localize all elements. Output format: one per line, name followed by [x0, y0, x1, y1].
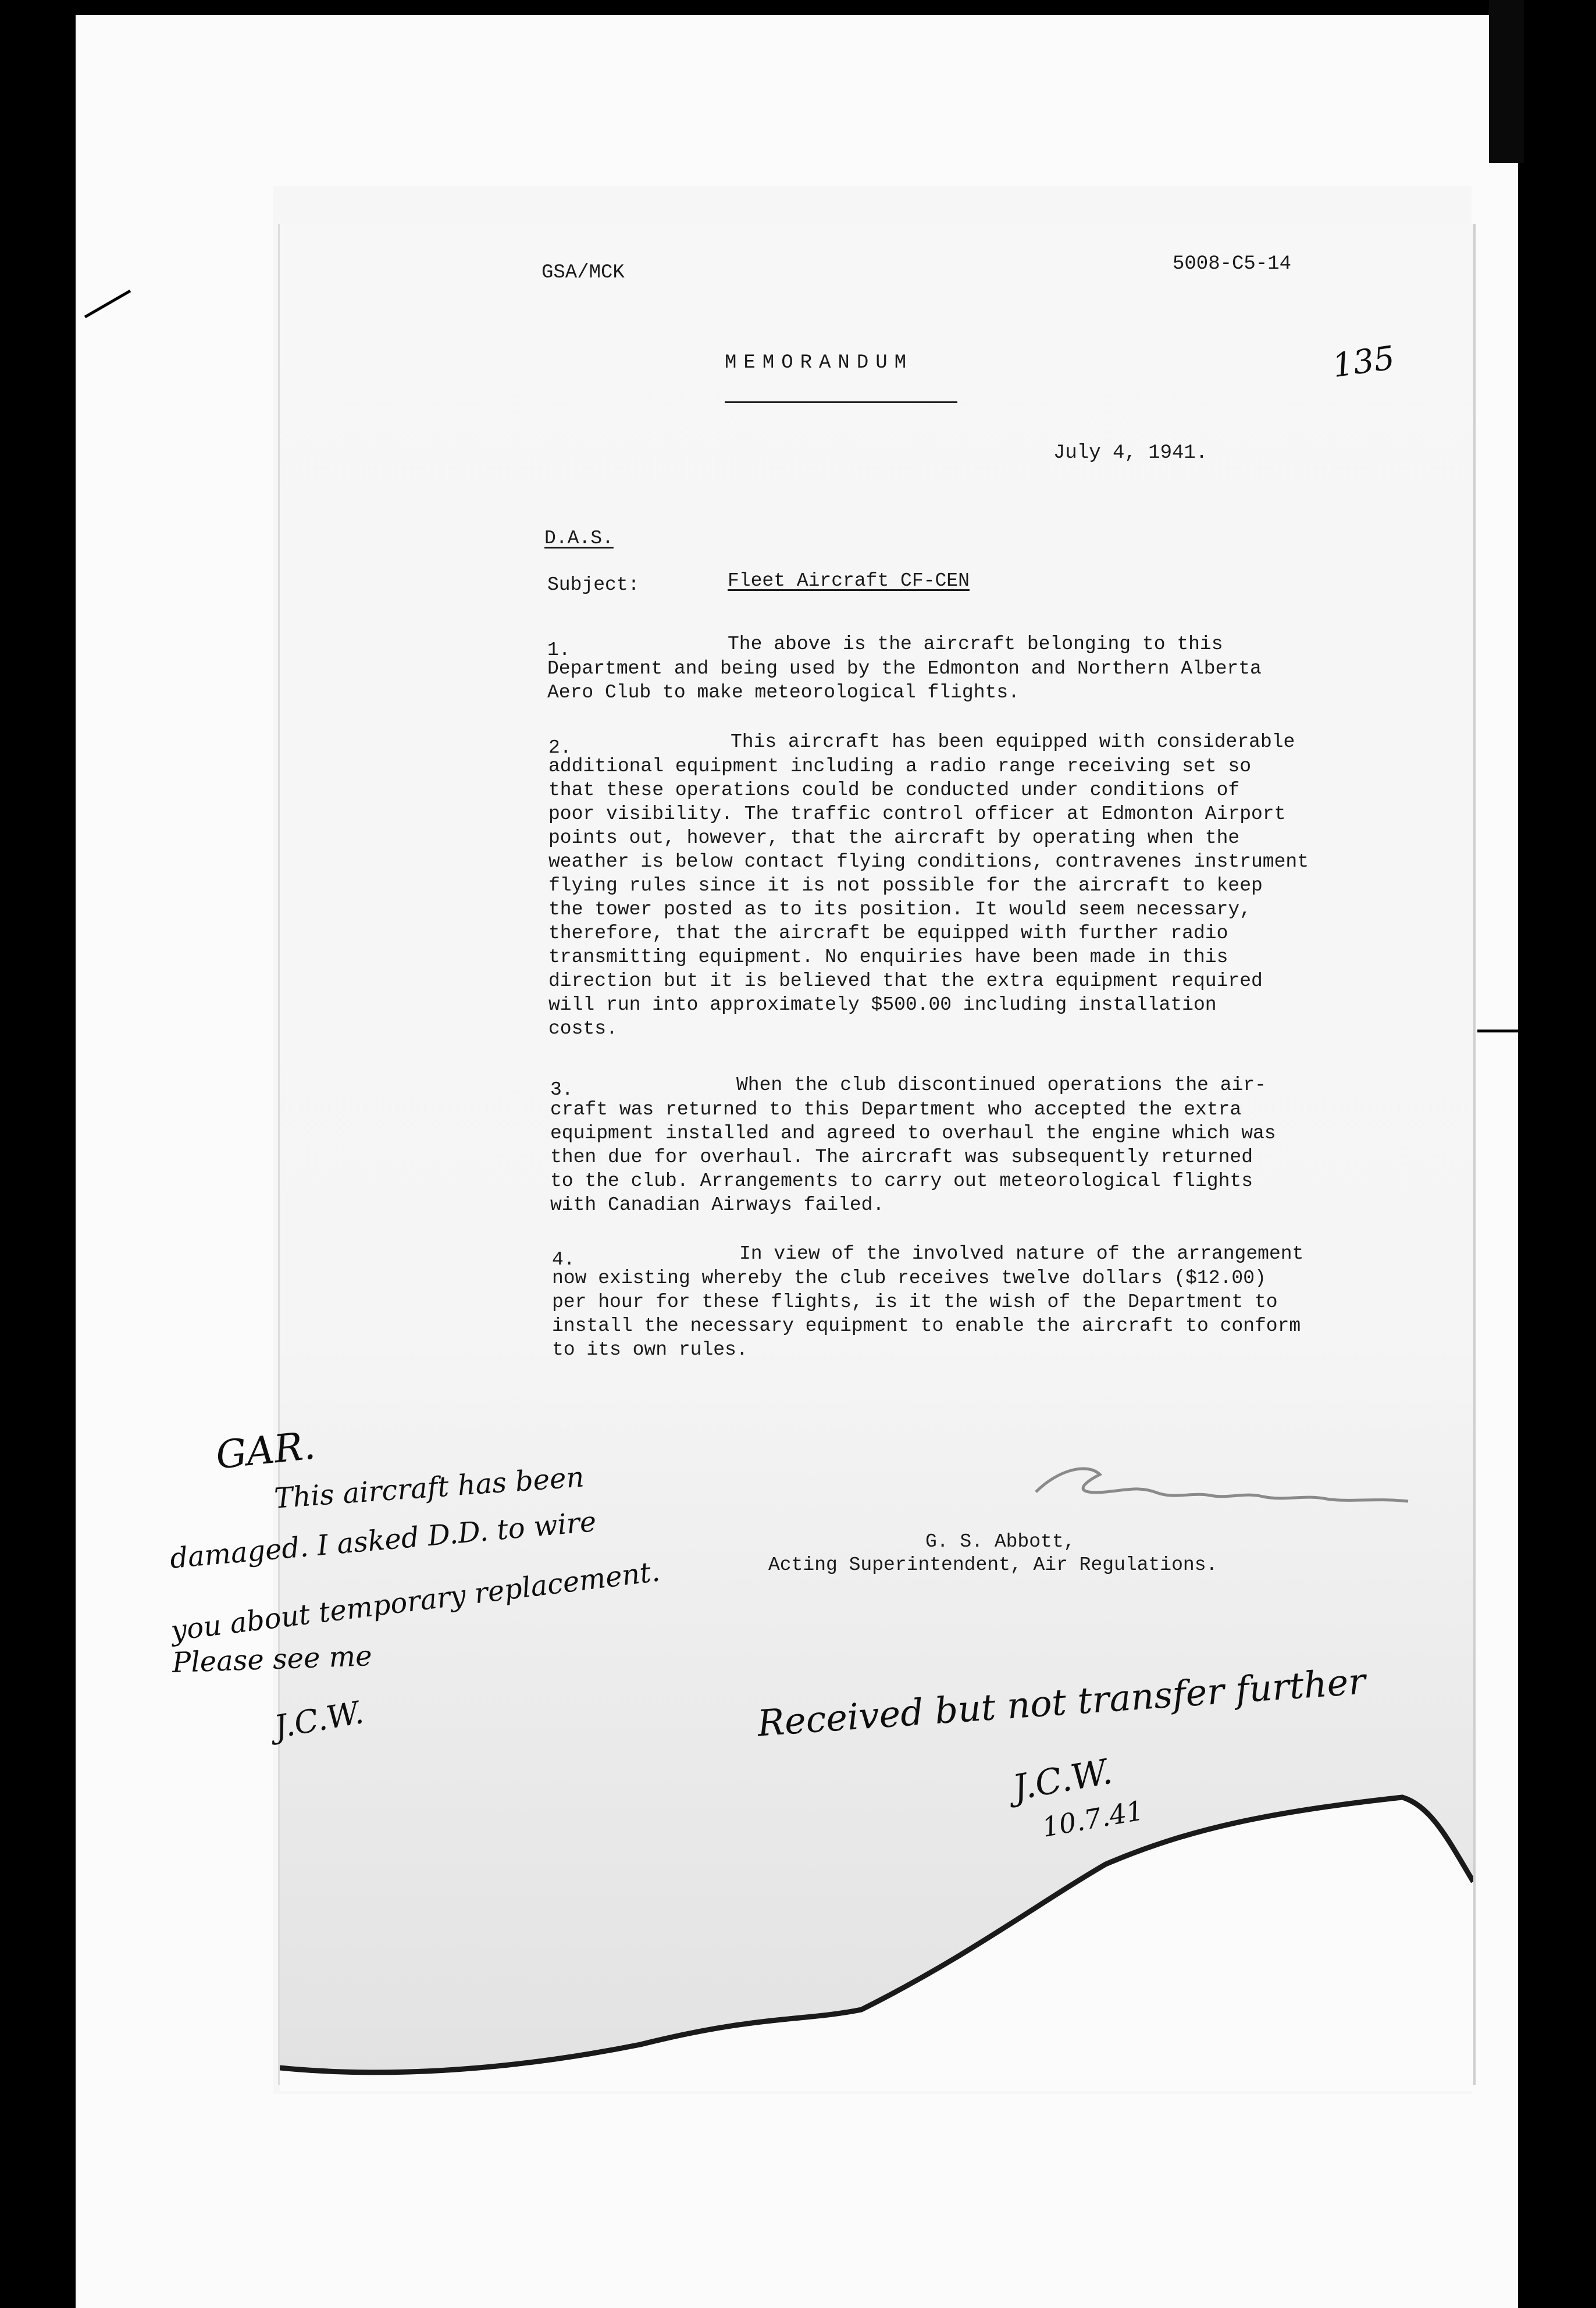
handwritten-note-line: This aircraft has been — [273, 1461, 586, 1515]
paragraph-2-line: This aircraft has been equipped with considerable — [731, 731, 1295, 753]
scan-artifact — [1477, 1030, 1518, 1032]
paragraph-3-line: then due for overhaul. The aircraft was subsequently returned — [550, 1146, 1253, 1168]
handwritten-received-note: Received but not transfer further — [756, 1659, 1367, 1745]
paragraph-1-line: The above is the aircraft belonging to this — [728, 633, 1223, 655]
handwritten-initials-left: J.C.W. — [271, 1694, 366, 1746]
paragraph-3-line: craft was returned to this Department who accepted the extra — [550, 1099, 1242, 1120]
memo-page — [168, 224, 1476, 2085]
paragraph-1-number: 1. — [547, 639, 571, 661]
memo-date: July 4, 1941. — [1053, 442, 1208, 464]
paragraph-4-line: to its own rules. — [552, 1339, 748, 1360]
title-underline — [725, 401, 957, 403]
handwritten-note-line: Please see me — [172, 1640, 373, 1679]
paragraph-2-number: 2. — [548, 737, 572, 758]
paragraph-4-line: per hour for these flights, is it the wish of the Department to — [552, 1291, 1278, 1313]
paragraph-2-line: therefore, that the aircraft be equipped with further radio — [548, 923, 1228, 944]
paragraph-1-line: Aero Club to make meteorological flights. — [547, 682, 1020, 703]
paragraph-2-line: transmitting equipment. No enquiries have been made in this — [548, 946, 1228, 968]
paragraph-2-line: points out, however, that the aircraft by operating when the — [548, 827, 1240, 849]
film-edge — [76, 0, 1518, 15]
paragraph-2-line: poor visibility. The traffic control officer at Edmonton Airport — [548, 803, 1286, 825]
signature-scrawl — [1024, 1451, 1431, 1521]
handwritten-note-line: you about temporary replacement. — [169, 1555, 662, 1648]
subject-line: Fleet Aircraft CF-CEN — [728, 570, 970, 592]
handwritten-gar: GAR. — [213, 1423, 318, 1478]
film-corner-shadow — [1489, 0, 1524, 163]
margin-number-note: 135 — [1330, 339, 1397, 386]
reference-right: 5008-C5-14 — [1173, 253, 1292, 275]
torn-page-edge — [280, 1765, 1473, 2091]
paragraph-2-line: that these operations could be conducted under conditions of — [548, 779, 1240, 801]
signatory-name: G. S. Abbott, — [925, 1531, 1075, 1552]
handwritten-note-line: damaged. I asked D.D. to wire — [168, 1505, 598, 1575]
paragraph-3-line: When the club discontinued operations the air- — [736, 1074, 1266, 1096]
reference-left: GSA/MCK — [542, 262, 625, 284]
memo-title: MEMORANDUM — [725, 352, 914, 374]
paragraph-4-line: install the necessary equipment to enable the aircraft to conform — [552, 1315, 1301, 1337]
paragraph-2-line: flying rules since it is not possible for the aircraft to keep — [548, 875, 1263, 896]
paragraph-2-line: additional equipment including a radio range receiving set so — [548, 756, 1251, 777]
paragraph-2-line: weather is below contact flying conditions, contravenes instrument — [548, 851, 1309, 872]
paragraph-4-line: now existing whereby the club receives twelve dollars ($12.00) — [552, 1267, 1266, 1289]
paragraph-1-line: Department and being used by the Edmonton and Northern Alberta — [547, 658, 1262, 679]
paragraph-4-line: In view of the involved nature of the arrangement — [739, 1243, 1304, 1265]
handwritten-initials-right: J.C.W. — [1010, 1751, 1116, 1809]
addressee: D.A.S. — [544, 528, 614, 549]
subject-label: Subject: — [547, 574, 640, 596]
paragraph-3-line: to the club. Arrangements to carry out meteorological flights — [550, 1170, 1253, 1192]
paragraph-2-line: direction but it is believed that the extra equipment required — [548, 970, 1263, 992]
paragraph-2-line: costs. — [548, 1018, 618, 1039]
paragraph-2-line: will run into approximately $500.00 including installation — [548, 994, 1217, 1016]
signatory-title: Acting Superintendent, Air Regulations. — [768, 1554, 1218, 1576]
paragraph-4-number: 4. — [552, 1249, 575, 1270]
paragraph-2-line: the tower posted as to its position. It would seem necessary, — [548, 899, 1251, 920]
paragraph-3-number: 3. — [550, 1079, 573, 1100]
paragraph-3-line: with Canadian Airways failed. — [550, 1194, 885, 1216]
paragraph-3-line: equipment installed and agreed to overhaul the engine which was — [550, 1123, 1276, 1144]
handwritten-date: 10.7.41 — [1039, 1794, 1146, 1843]
